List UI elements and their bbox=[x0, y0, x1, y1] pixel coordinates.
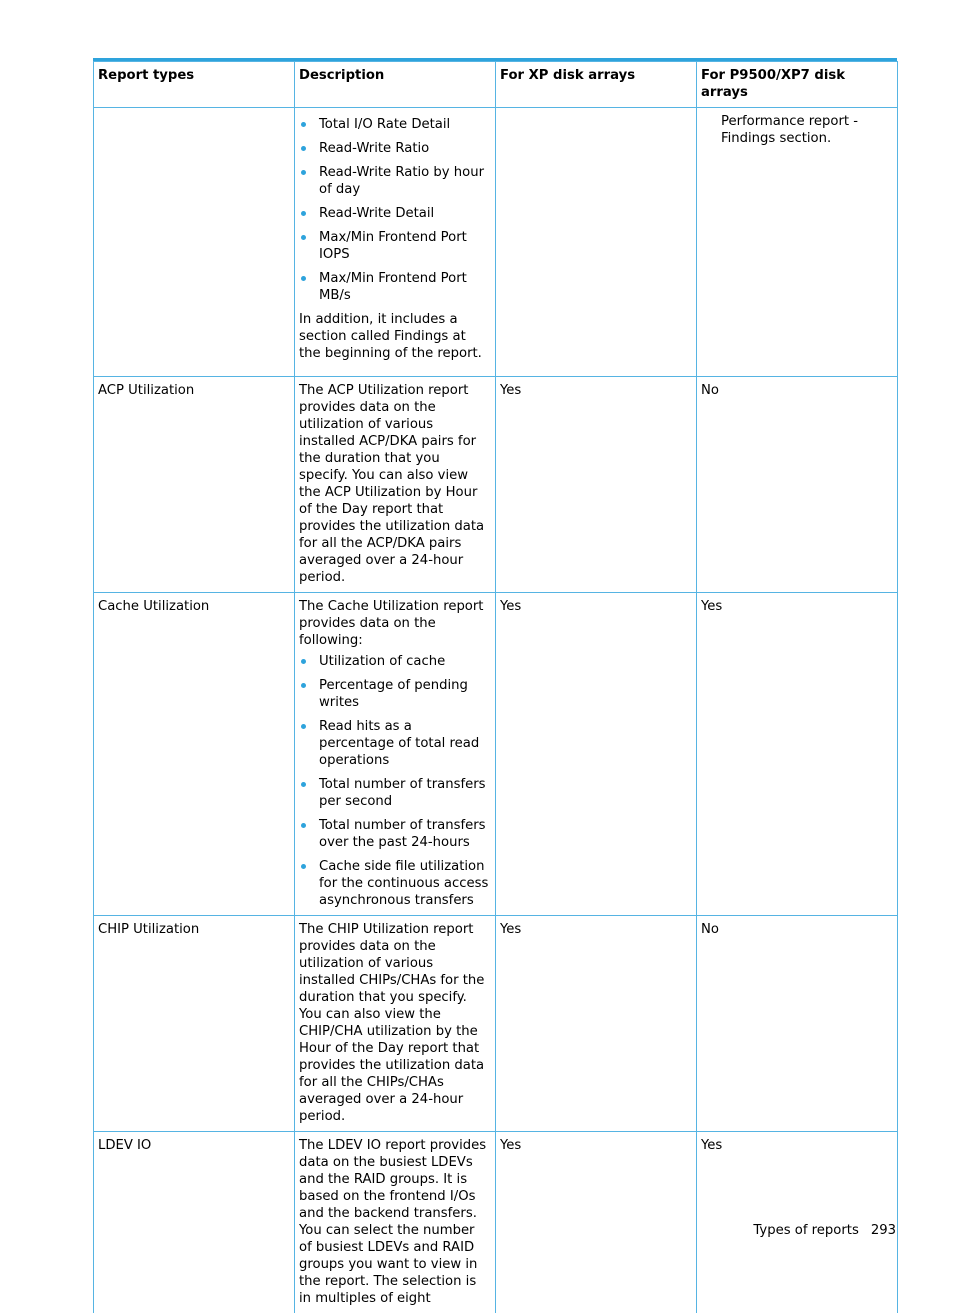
cell-xp-empty bbox=[496, 108, 697, 377]
list-item: Read hits as a percentage of total read operations bbox=[299, 718, 491, 769]
p9500-findings-text: Performance report - Findings section. bbox=[701, 113, 893, 147]
cell-p9500: Yes bbox=[697, 1132, 898, 1313]
cell-report-type: CHIP Utilization bbox=[94, 916, 295, 1132]
bullet-list bbox=[299, 116, 491, 304]
cell-p9500: No bbox=[697, 916, 898, 1132]
list-item: Max/Min Frontend Port MB/s bbox=[299, 270, 491, 304]
list-item: Utilization of cache bbox=[299, 653, 491, 670]
cell-p9500: No bbox=[697, 377, 898, 593]
list-item: Percentage of pending writes bbox=[299, 677, 491, 711]
table-row-continued bbox=[94, 108, 898, 377]
report-types-table bbox=[93, 61, 898, 1313]
footer-section-title: Types of reports bbox=[753, 1223, 858, 1238]
bullet-icon bbox=[301, 276, 306, 281]
list-item: Total I/O Rate Detail bbox=[299, 116, 491, 133]
table-header-row bbox=[94, 62, 898, 108]
cell-xp: Yes bbox=[496, 916, 697, 1132]
bullet-icon bbox=[301, 864, 306, 869]
description-intro: The Cache Utilization report provides data on the following: bbox=[299, 598, 491, 649]
report-types-table-wrapper bbox=[93, 58, 897, 1313]
list-item: Max/Min Frontend Port IOPS bbox=[299, 229, 491, 263]
bullet-icon bbox=[301, 170, 306, 175]
description-note: In addition, it includes a section called Findings at the beginning of the report. bbox=[299, 311, 491, 362]
cell-xp: Yes bbox=[496, 377, 697, 593]
bullet-list bbox=[299, 653, 491, 909]
header-p9500: For P9500/XP7 disk arrays bbox=[697, 62, 898, 108]
bullet-icon bbox=[301, 122, 306, 127]
list-item: Read-Write Ratio by hour of day bbox=[299, 164, 491, 198]
table-row bbox=[94, 377, 898, 593]
page-number: 293 bbox=[871, 1223, 896, 1238]
bullet-icon bbox=[301, 659, 306, 664]
cell-report-type: Cache Utilization bbox=[94, 593, 295, 916]
table-row bbox=[94, 593, 898, 916]
bullet-icon bbox=[301, 724, 306, 729]
header-xp: For XP disk arrays bbox=[496, 62, 697, 108]
header-report-types: Report types bbox=[94, 62, 295, 108]
bullet-icon bbox=[301, 683, 306, 688]
table-row bbox=[94, 916, 898, 1132]
list-item: Total number of transfers over the past 24-hours bbox=[299, 817, 491, 851]
cell-report-type: LDEV IO bbox=[94, 1132, 295, 1313]
header-description: Description bbox=[295, 62, 496, 108]
bullet-icon bbox=[301, 782, 306, 787]
cell-report-type: ACP Utilization bbox=[94, 377, 295, 593]
cell-p9500 bbox=[697, 108, 898, 377]
cell-description: The ACP Utilization report provides data on the utilization of various installed ACP/DKA pairs for the duration that you specify. You can also view the ACP Utilization by Hour of the Day report that provides the utilization data for all the ACP/DKA pairs averaged over a 24-hour period. bbox=[295, 377, 496, 593]
cell-type-empty bbox=[94, 108, 295, 377]
page-footer bbox=[753, 1223, 896, 1238]
cell-xp: Yes bbox=[496, 593, 697, 916]
bullet-icon bbox=[301, 146, 306, 151]
list-item: Read-Write Detail bbox=[299, 205, 491, 222]
cell-xp: Yes bbox=[496, 1132, 697, 1313]
bullet-icon bbox=[301, 823, 306, 828]
cell-description: The LDEV IO report provides data on the busiest LDEVs and the RAID groups. It is based on the frontend I/Os and the backend transfers. You can select the number of busiest LDEVs and RAID groups you want to view in the report. The selection is in multiples of eight bbox=[295, 1132, 496, 1313]
cell-description: The CHIP Utilization report provides data on the utilization of various installed CHIPs/CHAs for the duration that you specify. You can also view the CHIP/CHA utilization by the Hour of the Day report that provides the utilization data for all the CHIPs/CHAs averaged over a 24-hour period. bbox=[295, 916, 496, 1132]
list-item: Read-Write Ratio bbox=[299, 140, 491, 157]
list-item: Cache side file utilization for the continuous access asynchronous transfers bbox=[299, 858, 491, 909]
bullet-icon bbox=[301, 211, 306, 216]
bullet-icon bbox=[301, 235, 306, 240]
cell-description bbox=[295, 108, 496, 377]
cell-description bbox=[295, 593, 496, 916]
list-item: Total number of transfers per second bbox=[299, 776, 491, 810]
cell-p9500: Yes bbox=[697, 593, 898, 916]
